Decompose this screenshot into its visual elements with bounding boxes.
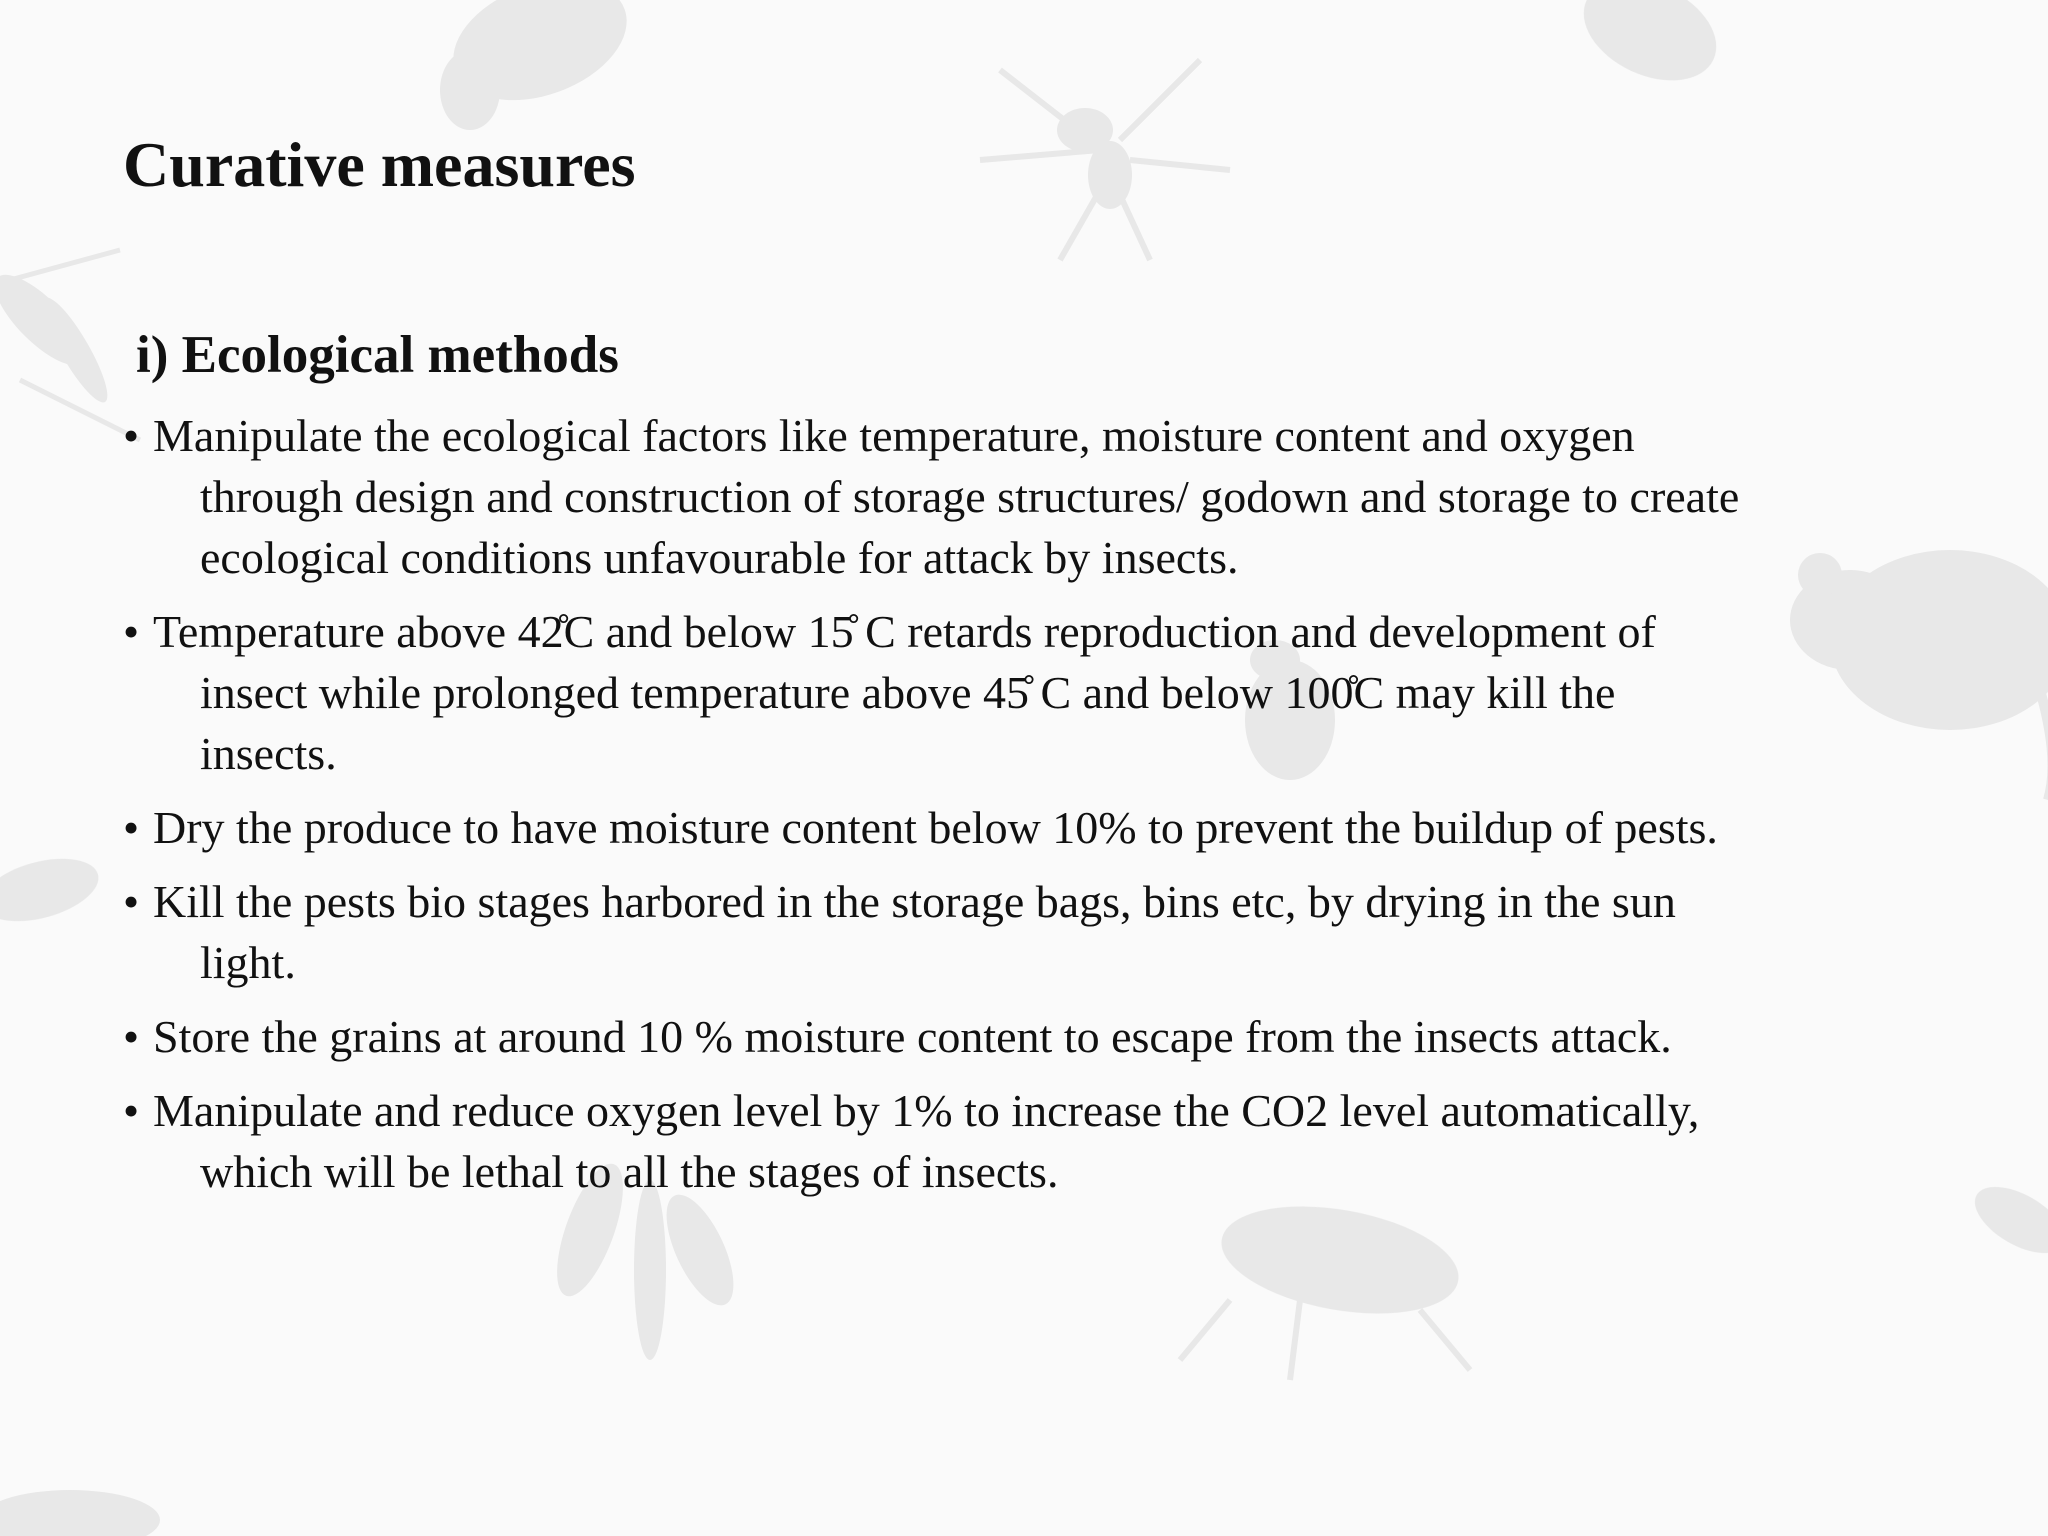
bullet-item-temperature-limits [123,601,1923,784]
bullet-icon: • [123,1011,140,1062]
bullet-text: Manipulate the ecological factors like temperature, moisture content and oxygen [153,410,1635,461]
bullet-text: which will be lethal to all the stages of insects. [200,1146,1059,1197]
bullet-icon: • [123,1085,140,1136]
section-subtitle: i) Ecological methods [136,326,619,384]
bullet-text: Store the grains at around 10 % moisture content to escape from the insects attack. [153,1011,1672,1062]
bullet-icon: • [123,410,140,461]
bullet-text: Dry the produce to have moisture content below 10% to prevent the buildup of pests. [153,802,1718,853]
bullet-text: through design and construction of storage structures/ godown and storage to create [200,471,1740,522]
bullet-text: insects. [200,728,337,779]
bullet-icon: • [123,606,140,657]
bullet-text: Temperature above 42̊C and below 15̊ C retards reproduction and development of [153,606,1656,657]
bullet-text: Manipulate and reduce oxygen level by 1% to increase the CO2 level automatically, [153,1085,1700,1136]
bullet-item-dry-produce [123,797,1923,858]
bullet-icon: • [123,876,140,927]
bullet-text: insect while prolonged temperature above 45̊ C and below 100̊C may kill the [200,667,1616,718]
bullet-text: ecological conditions unfavourable for attack by insects. [200,532,1239,583]
bullet-item-temperature-moisture-oxygen [123,405,1923,588]
bullet-list [123,405,1923,1215]
bullet-item-sun-drying [123,871,1923,993]
slide-title: Curative measures [123,129,636,200]
bullet-item-store-grains [123,1006,1923,1067]
bullet-icon: • [123,802,140,853]
bullet-text: Kill the pests bio stages harbored in the storage bags, bins etc, by drying in the sun [153,876,1676,927]
bullet-item-reduce-oxygen [123,1080,1923,1202]
bullet-text: light. [200,937,296,988]
